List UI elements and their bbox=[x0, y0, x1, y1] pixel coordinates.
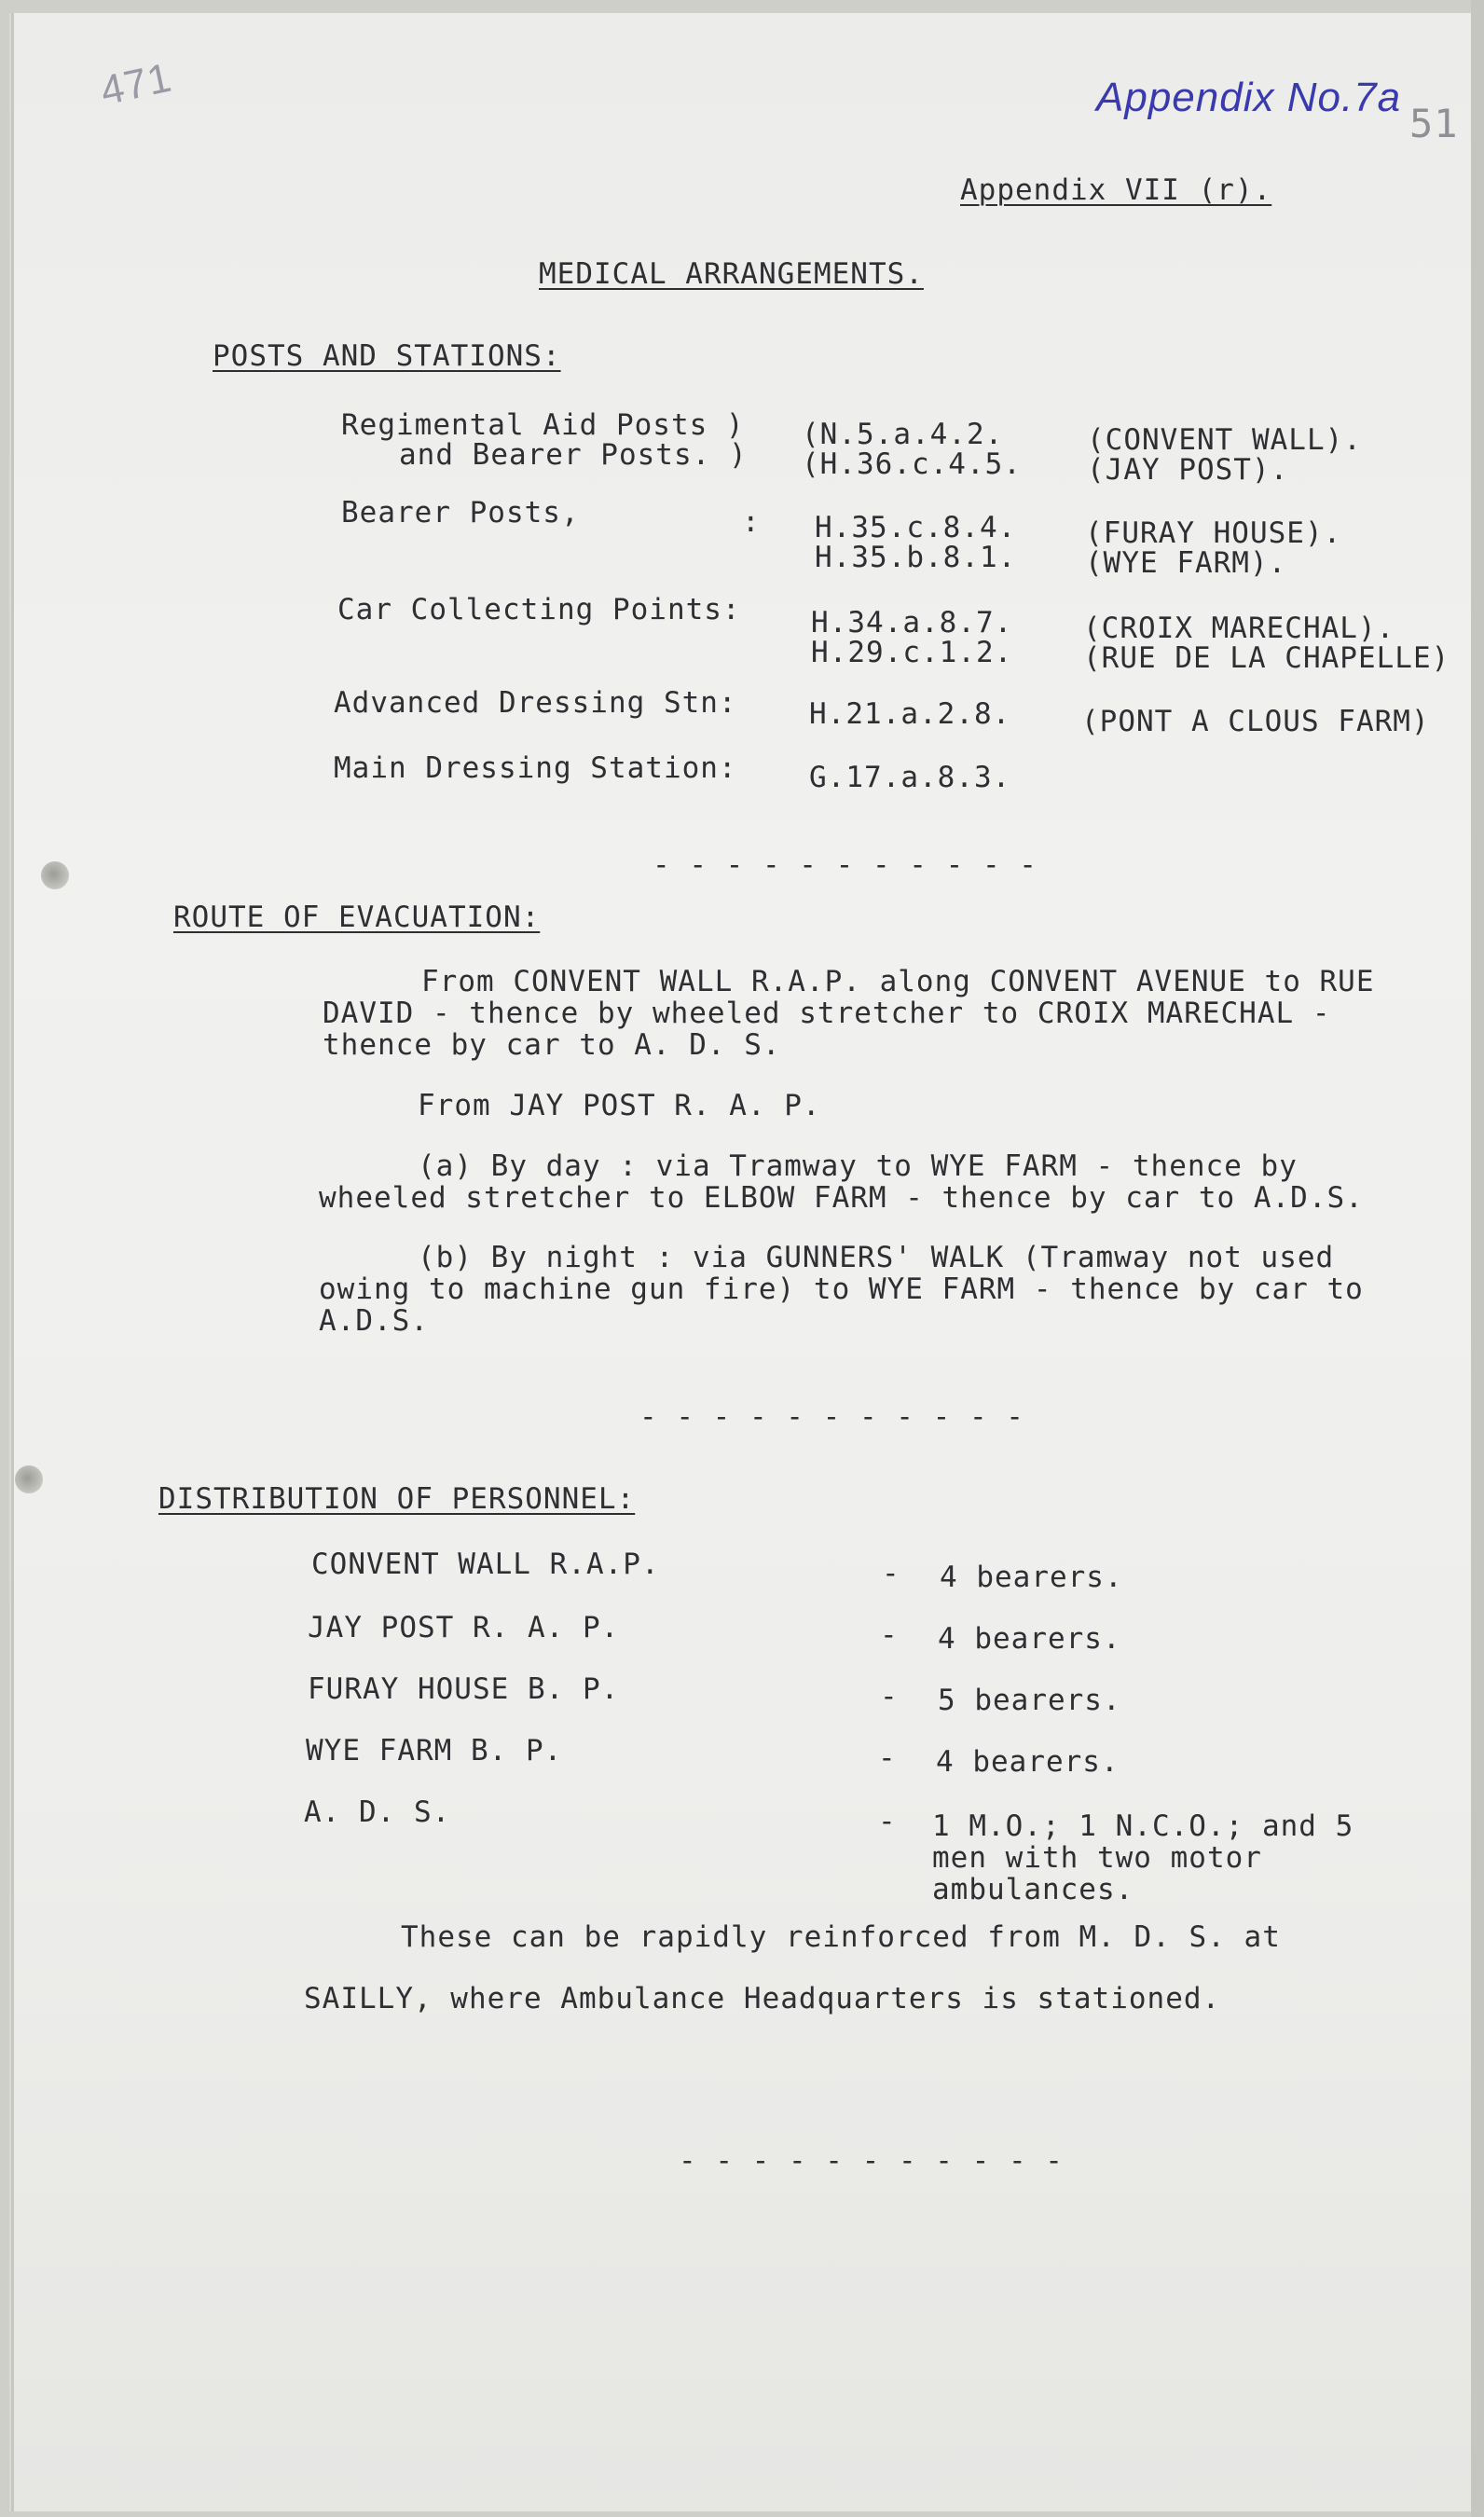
punch-hole bbox=[41, 861, 69, 889]
section-separator: - - - - - - - - - - - bbox=[679, 2144, 1064, 2178]
post-colon: : bbox=[742, 505, 761, 539]
personnel-place: A. D. S. bbox=[304, 1795, 451, 1829]
post-name: (RUE DE LA CHAPELLE) bbox=[1083, 641, 1450, 675]
map-reference: (H.36.c.4.5. bbox=[802, 447, 1022, 481]
section-separator: - - - - - - - - - - - bbox=[653, 848, 1037, 882]
personnel-dash: - bbox=[880, 1680, 899, 1713]
personnel-detail: 1 M.O.; 1 N.C.O.; and 5 men with two motor ambulances. bbox=[932, 1809, 1354, 1906]
posts-heading: POSTS AND STATIONS: bbox=[213, 339, 561, 373]
post-label: Bearer Posts, bbox=[341, 496, 580, 530]
closing-line: These can be rapidly reinforced from M. D. S. at bbox=[401, 1920, 1281, 1954]
personnel-dash: - bbox=[882, 1557, 900, 1590]
page-title: MEDICAL ARRANGEMENTS. bbox=[539, 257, 924, 291]
post-name: (WYE FARM). bbox=[1085, 546, 1287, 580]
map-reference: (N.5.a.4.2. bbox=[802, 418, 1004, 451]
personnel-dash: - bbox=[878, 1741, 897, 1775]
map-reference: H.34.a.8.7. bbox=[811, 606, 1013, 640]
closing-line: SAILLY, where Ambulance Headquarters is stationed. bbox=[304, 1982, 1221, 2015]
post-name: (CONVENT WALL). bbox=[1087, 423, 1362, 457]
post-label: Main Dressing Station: bbox=[334, 751, 737, 785]
personnel-detail: 4 bearers. bbox=[936, 1745, 1120, 1779]
post-name: (CROIX MARECHAL). bbox=[1083, 612, 1395, 645]
personnel-place: WYE FARM B. P. bbox=[306, 1734, 563, 1767]
personnel-place: JAY POST R. A. P. bbox=[308, 1611, 620, 1644]
evacuation-paragraph: (a) By day : via Tramway to WYE FARM - thence by wheeled stretcher to ELBOW FARM - thence by car to A.D.S. bbox=[319, 1149, 1364, 1215]
map-reference: H.35.c.8.4. bbox=[815, 511, 1017, 544]
evacuation-paragraph: From JAY POST R. A. P. bbox=[418, 1089, 821, 1122]
map-reference: G.17.a.8.3. bbox=[809, 761, 1011, 794]
post-label: Regimental Aid Posts ) bbox=[341, 408, 745, 442]
post-name: (JAY POST). bbox=[1087, 453, 1289, 487]
post-label: Advanced Dressing Stn: bbox=[334, 686, 737, 720]
personnel-detail: 4 bearers. bbox=[938, 1622, 1121, 1656]
punch-hole bbox=[15, 1465, 43, 1493]
page-stamp: 51 bbox=[1409, 101, 1459, 146]
section-separator: - - - - - - - - - - - bbox=[639, 1400, 1024, 1434]
folio-number: 471 bbox=[96, 54, 176, 115]
map-reference: H.35.b.8.1. bbox=[815, 541, 1017, 574]
post-label: and Bearer Posts. ) bbox=[399, 438, 748, 472]
post-label: Car Collecting Points: bbox=[337, 593, 741, 626]
post-name: (FURAY HOUSE). bbox=[1085, 516, 1342, 550]
appendix-annotation: Appendix No.7a bbox=[1096, 75, 1402, 120]
personnel-place: FURAY HOUSE B. P. bbox=[308, 1672, 620, 1706]
page-edge bbox=[1471, 0, 1484, 2517]
appendix-reference: Appendix VII (r). bbox=[960, 173, 1272, 207]
evacuation-paragraph: From CONVENT WALL R.A.P. along CONVENT AVENUE to RUE DAVID - thence by wheeled stretcher to CROIX MARECHAL - thence by car to A. D. S. bbox=[323, 965, 1375, 1062]
post-name: (PONT A CLOUS FARM) bbox=[1081, 705, 1430, 738]
personnel-dash: - bbox=[878, 1805, 897, 1838]
evacuation-heading: ROUTE OF EVACUATION: bbox=[173, 901, 541, 934]
evacuation-paragraph: (b) By night : via GUNNERS' WALK (Tramway not used owing to machine gun fire) to WYE FARM - thence by car to A.D.S. bbox=[319, 1241, 1364, 1338]
personnel-dash: - bbox=[880, 1618, 899, 1652]
personnel-detail: 4 bearers. bbox=[940, 1561, 1123, 1594]
personnel-detail: 5 bearers. bbox=[938, 1684, 1121, 1717]
map-reference: H.29.c.1.2. bbox=[811, 636, 1013, 669]
map-reference: H.21.a.2.8. bbox=[809, 697, 1011, 731]
personnel-heading: DISTRIBUTION OF PERSONNEL: bbox=[158, 1482, 636, 1516]
personnel-place: CONVENT WALL R.A.P. bbox=[311, 1547, 660, 1581]
